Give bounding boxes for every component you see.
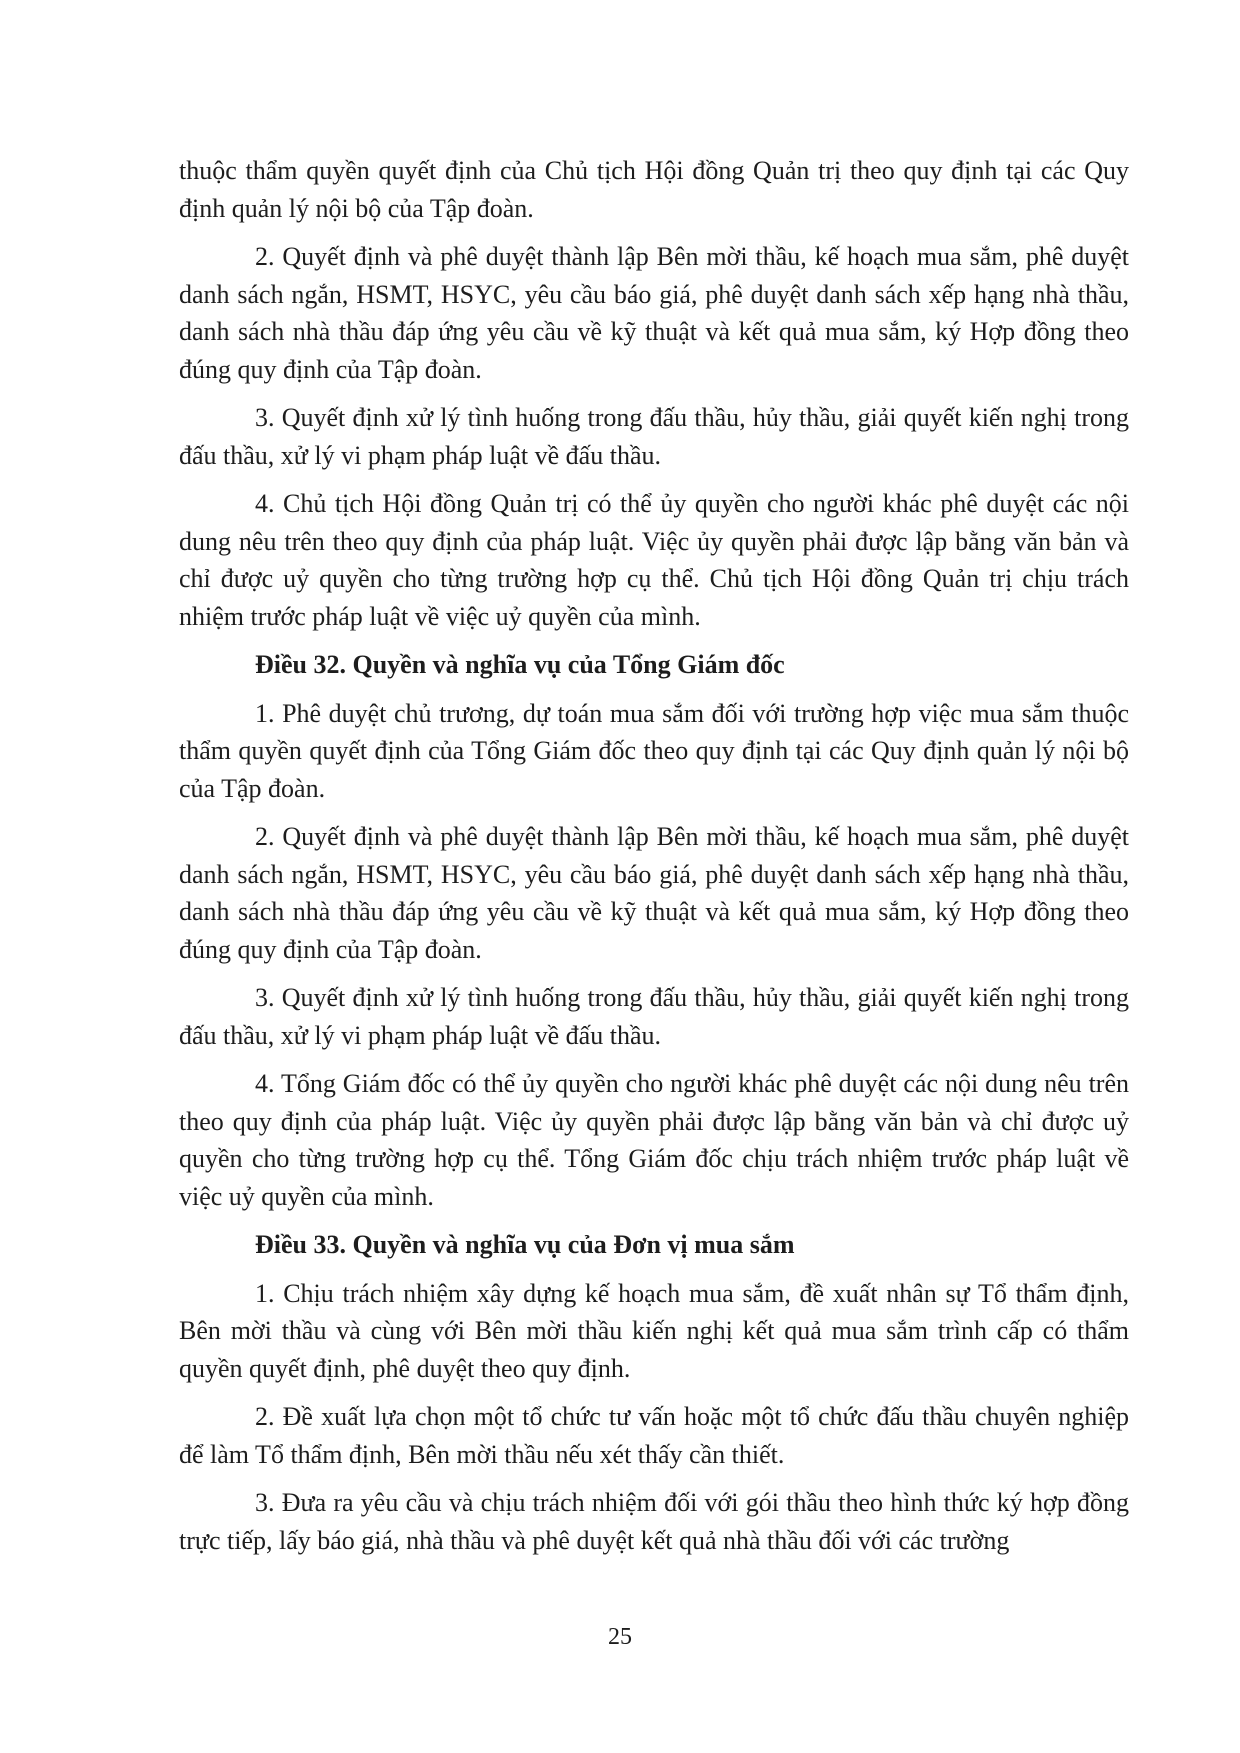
paragraph-art33-item-3: 3. Đưa ra yêu cầu và chịu trách nhiệm đối với gói thầu theo hình thức ký hợp đồng trực tiếp, lấy báo giá, nhà thầu và phê duyệt kết quả nhà thầu đối với các trường [179, 1488, 1129, 1555]
paragraph-art32-item-1: 1. Phê duyệt chủ trương, dự toán mua sắm đối với trường hợp việc mua sắm thuộc thẩm quyền quyết định của Tổng Giám đốc theo quy định tại các Quy định quản lý nội bộ của Tập đoàn. [179, 698, 1129, 803]
paragraph-art33-item-2: 2. Đề xuất lựa chọn một tổ chức tư vấn hoặc một tổ chức đấu thầu chuyên nghiệp để làm Tổ thẩm định, Bên mời thầu nếu xét thấy cần thiết. [179, 1402, 1129, 1469]
article-32-heading: Điều 32. Quyền và nghĩa vụ của Tổng Giám đốc [255, 650, 785, 679]
paragraph-art31-item-2: 2. Quyết định và phê duyệt thành lập Bên mời thầu, kế hoạch mua sắm, phê duyệt danh sách ngắn, HSMT, HSYC, yêu cầu báo giá, phê duyệt danh sách xếp hạng nhà thầu, danh sách nhà thầu đáp ứng yêu cầu về kỹ thuật và kết quả mua sắm, ký Hợp đồng theo đúng quy định của Tập đoàn. [179, 242, 1129, 384]
document-body [179, 152, 1129, 1570]
article-33-heading: Điều 33. Quyền và nghĩa vụ của Đơn vị mua sắm [255, 1230, 795, 1259]
paragraph-art32-item-3: 3. Quyết định xử lý tình huống trong đấu thầu, hủy thầu, giải quyết kiến nghị trong đấu thầu, xử lý vi phạm pháp luật về đấu thầu. [179, 983, 1129, 1050]
paragraph-art32-item-2: 2. Quyết định và phê duyệt thành lập Bên mời thầu, kế hoạch mua sắm, phê duyệt danh sách ngắn, HSMT, HSYC, yêu cầu báo giá, phê duyệt danh sách xếp hạng nhà thầu, danh sách nhà thầu đáp ứng yêu cầu về kỹ thuật và kết quả mua sắm, ký Hợp đồng theo đúng quy định của Tập đoàn. [179, 822, 1129, 964]
paragraph-art33-item-1: 1. Chịu trách nhiệm xây dựng kế hoạch mua sắm, đề xuất nhân sự Tổ thẩm định, Bên mời thầu và cùng với Bên mời thầu kiến nghị kết quả mua sắm trình cấp có thẩm quyền quyết định, phê duyệt theo quy định. [179, 1278, 1129, 1383]
paragraph-art32-item-4: 4. Tổng Giám đốc có thể ủy quyền cho người khác phê duyệt các nội dung nêu trên theo quy định của pháp luật. Việc ủy quyền phải được lập bằng văn bản và chỉ được uỷ quyền cho từng trường hợp cụ thể. Tổng Giám đốc chịu trách nhiệm trước pháp luật về việc uỷ quyền của mình. [179, 1069, 1129, 1211]
page-number: 25 [608, 1624, 632, 1650]
paragraph-art31-item-3: 3. Quyết định xử lý tình huống trong đấu thầu, hủy thầu, giải quyết kiến nghị trong đấu thầu, xử lý vi phạm pháp luật về đấu thầu. [179, 403, 1129, 470]
paragraph-art31-item-4: 4. Chủ tịch Hội đồng Quản trị có thể ủy quyền cho người khác phê duyệt các nội dung nêu trên theo quy định của pháp luật. Việc ủy quyền phải được lập bằng văn bản và chỉ được uỷ quyền cho từng trường hợp cụ thể. Chủ tịch Hội đồng Quản trị chịu trách nhiệm trước pháp luật về việc uỷ quyền của mình. [179, 489, 1129, 631]
paragraph-continuation: thuộc thẩm quyền quyết định của Chủ tịch Hội đồng Quản trị theo quy định tại các Quy định quản lý nội bộ của Tập đoàn. [179, 156, 1129, 223]
